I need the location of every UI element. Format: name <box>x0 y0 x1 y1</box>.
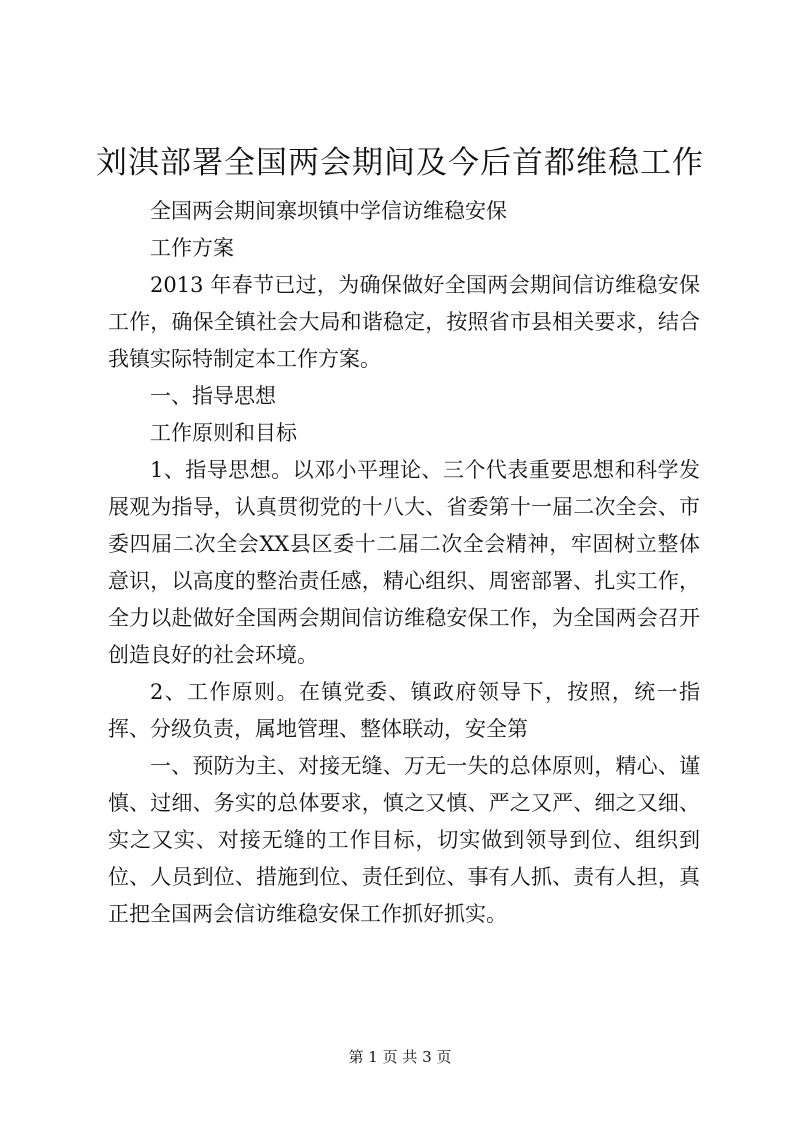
paragraph-work-principles: 2、工作原则。在镇党委、镇政府领导下，按照，统一指挥、分级负责，属地管理、整体联动，安全第 <box>108 680 700 741</box>
paragraph-intro: 2013 年春节已过，为确保做好全国两会期间信访维稳安保工作，确保全镇社会大局和谐稳定，按照省市县相关要求，结合我镇实际特制定本工作方案。 <box>108 273 700 371</box>
section-heading-principles: 工作原则和目标 <box>150 421 297 445</box>
page-footer: 第 1 页 共 3 页 <box>348 1048 452 1066</box>
paragraph-subtitle-1: 全国两会期间寨坝镇中学信访维稳安保 <box>150 199 507 223</box>
document-body <box>108 193 700 933</box>
section-heading-guiding-thought: 一、指导思想 <box>150 384 276 408</box>
paragraph-subtitle-2: 工作方案 <box>150 236 234 260</box>
document-title: 刘淇部署全国两会期间及今后首都维稳工作 <box>96 145 704 181</box>
paragraph-prevention: 一、预防为主、对接无缝、万无一失的总体原则，精心、谨慎、过细、务实的总体要求，慎之又慎、严之又严、细之又细、实之又实、对接无缝的工作目标，切实做到领导到位、组织到位、人员到位、措施到位、责任到位、事有人抓、责有人担，真正把全国两会信访维稳安保工作抓好抓实。 <box>108 754 700 926</box>
paragraph-guiding-thought: 1、指导思想。以邓小平理论、三个代表重要思想和科学发展观为指导，认真贯彻党的十八大、省委第十一届二次全会、市委四届二次全会XX县区委十二届二次全会精神，牢固树立整体意识，以高度的整治责任感，精心组织、周密部署、扎实工作，全力以赴做好全国两会期间信访维稳安保工作，为全国两会召开创造良好的社会环境。 <box>108 458 700 667</box>
